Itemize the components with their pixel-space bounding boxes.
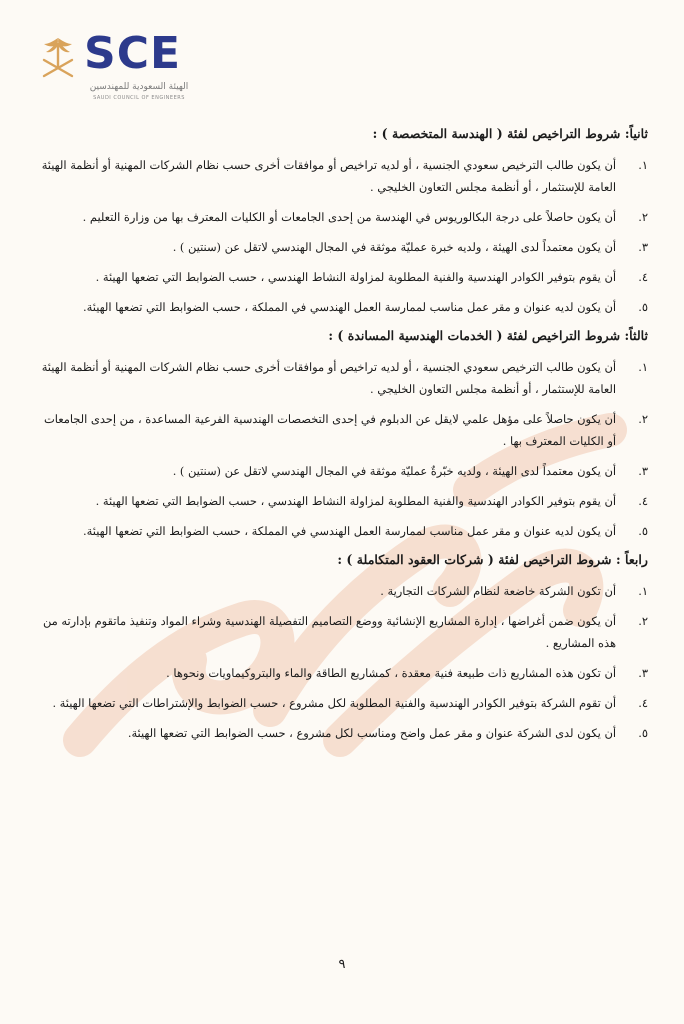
item-text: أن يكون معتمداً لدى الهيئة ، ولديه خبرة عمليّة موثقة في المجال الهندسي لاتقل عن (سنتين ) . — [172, 240, 616, 254]
item-number: ٤. — [638, 696, 648, 710]
item-text: أن يكون حاصلاً على درجة البكالوريوس في الهندسة من إحدى الجامعات أو الكليات المعترف بها من وزارة التعليم . — [82, 210, 616, 224]
item-text: أن يقوم بتوفير الكوادر الهندسية والفنية المطلوبة لمزاولة النشاط الهندسي ، حسب الضوابط التي تضعها الهيئة . — [95, 494, 616, 508]
page-number: ٩ — [338, 957, 346, 972]
list-item — [38, 206, 648, 228]
list-item — [38, 296, 648, 318]
item-number: ٤. — [638, 494, 648, 508]
section-title: رابعاً : شروط التراخيص لفئة ( شركات العقود المتكاملة ) : — [337, 552, 648, 567]
item-number: ٢. — [638, 614, 648, 628]
section-integrated-contracts-companies — [38, 550, 648, 744]
item-text: أن يكون طالب الترخيص سعودي الجنسية ، أو لديه تراخيص أو موافقات أخرى حسب نظام الشركات المهنية أو أنظمة الهيئة العامة للإستثمار ، أو أنظمة مجلس التعاون الخليجي . — [41, 360, 616, 396]
list-item — [38, 610, 648, 654]
section-title: ثالثاً: شروط التراخيص لفئة ( الخدمات الهندسية المساندة ) : — [328, 328, 648, 343]
item-text: أن يكون طالب الترخيص سعودي الجنسية ، أو لديه تراخيص أو موافقات أخرى حسب نظام الشركات المهنية أو أنظمة الهيئة العامة للإستثمار ، أو أنظمة مجلس التعاون الخليجي . — [41, 158, 616, 194]
list-item — [38, 356, 648, 400]
item-number: ٥. — [638, 524, 648, 538]
item-number: ٥. — [638, 300, 648, 314]
list-item — [38, 408, 648, 452]
item-number: ٥. — [638, 726, 648, 740]
item-text: أن تكون هذه المشاريع ذات طبيعة فنية معقدة ، كمشاريع الطاقة والماء والبتروكيماويات ونحوها . — [166, 666, 616, 680]
item-number: ١. — [638, 360, 648, 374]
section-specialized-engineering — [38, 124, 648, 318]
logo-english-name: SAUDI COUNCIL OF ENGINEERS — [93, 95, 185, 101]
list-item — [38, 580, 648, 602]
list-item — [38, 520, 648, 542]
item-number: ٤. — [638, 270, 648, 284]
item-number: ٣. — [638, 240, 648, 254]
list-item — [38, 154, 648, 198]
item-number: ٣. — [638, 666, 648, 680]
palm-swords-emblem-icon — [38, 34, 78, 82]
item-text: أن يقوم بتوفير الكوادر الهندسية والفنية المطلوبة لمزاولة النشاط الهندسي ، حسب الضوابط التي تضعها الهيئة . — [95, 270, 616, 284]
item-text: أن يكون حاصلاً على مؤهل علمي لايقل عن الدبلوم في إحدى التخصصات الهندسية الفرعية المساعدة ، من إحدى الجامعات أو الكليات المعترف بها . — [44, 412, 616, 448]
section-title: ثانياً: شروط التراخيص لفئة ( الهندسة المتخصصة ) : — [372, 126, 648, 141]
list-item — [38, 692, 648, 714]
item-number: ٢. — [638, 210, 648, 224]
item-number: ١. — [638, 158, 648, 172]
item-text: أن يكون لديه عنوان و مقر عمل مناسب لممارسة العمل الهندسي في المملكة ، حسب الضوابط التي تضعها الهيئة. — [83, 524, 616, 538]
item-text: أن يكون معتمداً لدى الهيئة ، ولديه خبّرةٌ عمليّة موثقة في المجال الهندسي لاتقل عن (سنتين ) . — [172, 464, 616, 478]
item-text: أن يكون ضمن أغراضها ، إدارة المشاريع الإنشائية ووضع التصاميم التفصيلة الهندسية وشراء المواد وتنفيذ ماتقوم بإدارته من هذه المشاريع . — [42, 614, 616, 650]
item-text: أن تقوم الشركة بتوفير الكوادر الهندسية والفنية المطلوبة لكل مشروع ، حسب الضوابط والإشتراطات التي تضعها الهيئة . — [52, 696, 616, 710]
list-item — [38, 266, 648, 288]
item-number: ٣. — [638, 464, 648, 478]
list-item — [38, 460, 648, 482]
list-item — [38, 490, 648, 512]
list-item — [38, 662, 648, 684]
item-number: ١. — [638, 584, 648, 598]
item-text: أن يكون لدى الشركة عنوان و مقر عمل واضح ومناسب لكل مشروع ، حسب الضوابط التي تضعها الهيئة. — [127, 726, 616, 740]
section-supporting-engineering-services — [38, 326, 648, 542]
item-text: أن يكون لديه عنوان و مقر عمل مناسب لممارسة العمل الهندسي في المملكة ، حسب الضوابط التي تضعها الهيئة. — [83, 300, 616, 314]
item-text: أن تكون الشركة خاضعة لنظام الشركات التجارية . — [380, 584, 616, 598]
document-body — [38, 118, 648, 752]
logo-abbreviation: SCE — [84, 28, 182, 79]
item-number: ٢. — [638, 412, 648, 426]
sce-logo — [38, 26, 198, 106]
list-item — [38, 722, 648, 744]
logo-arabic-name: الهيئة السعودية للمهندسين — [89, 82, 189, 92]
list-item — [38, 236, 648, 258]
